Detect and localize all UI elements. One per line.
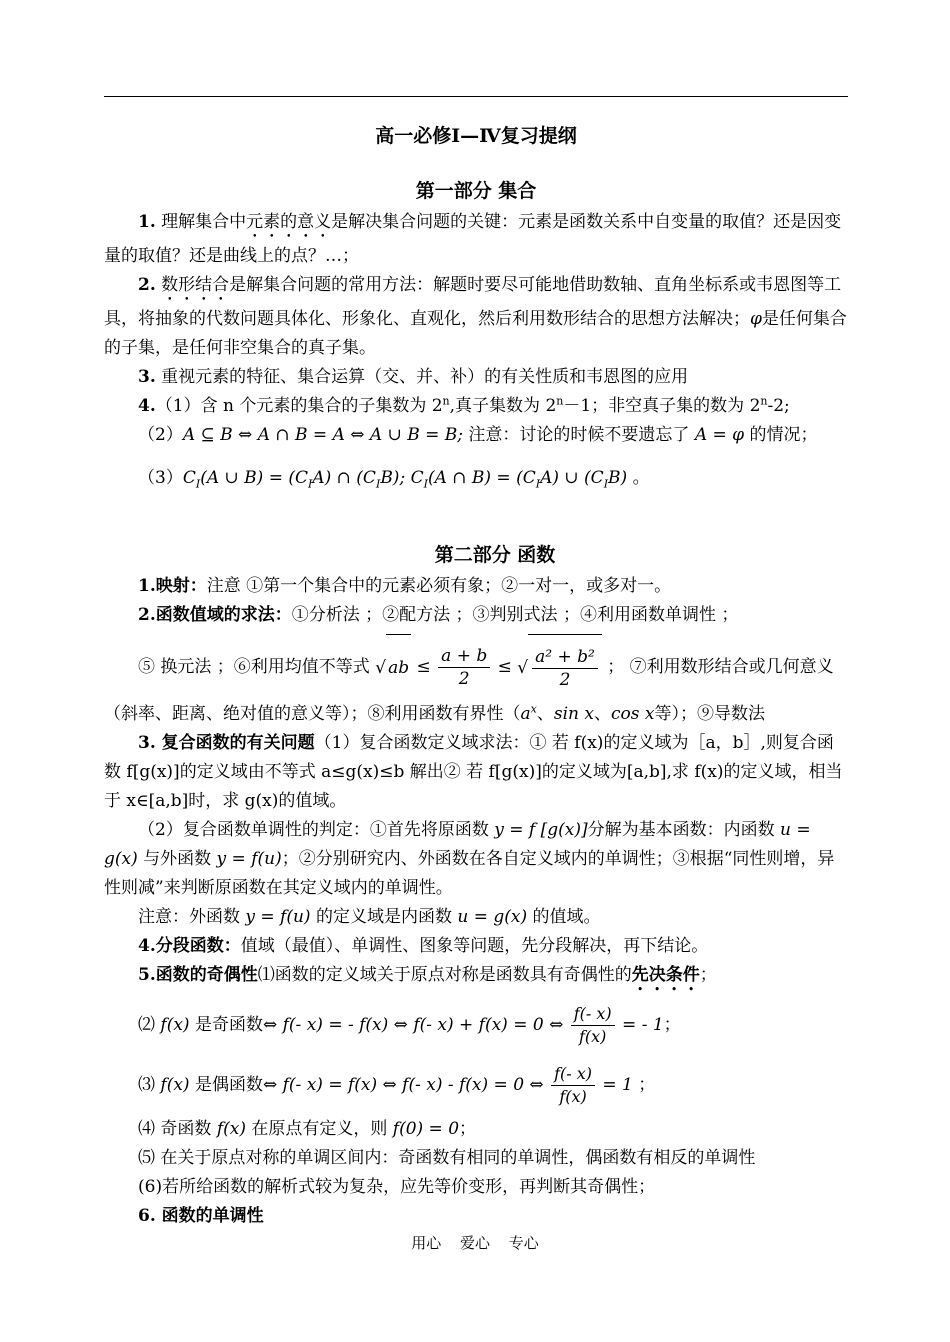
func-item-5-6: (6)若所给函数的解析式较为复杂，应先等价变形，再判断其奇偶性； bbox=[138, 1177, 656, 1197]
func-item-6: 6. 函数的单调性 bbox=[138, 1206, 264, 1226]
header-rule bbox=[104, 96, 848, 97]
func-item-5-odd: ⑵ f(x) 是奇函数⇔ f(- x) = - f(x) ⇔ f(- x) + f(x) = 0 ⇔ $\frac{f(- x)}{f(x)}$ = - 1； bbox=[138, 1004, 681, 1046]
section-heading-sets: 第一部分 集合 bbox=[415, 180, 537, 202]
section-heading-functions: 第二部分 函数 bbox=[434, 544, 556, 566]
func-item-3-note: 注意：外函数 y = f(u) 的定义域是内函数 u = g(x) 的值域。 bbox=[138, 907, 601, 927]
func-item-5: 5.函数的奇偶性⑴函数的定义域关于原点对称是函数具有奇偶性的先决条件； bbox=[138, 965, 717, 985]
func-item-2: 2.函数值域的求法：①分析法 ；②配方法 ；③判别式法 ；④利用函数单调性 ； bbox=[138, 605, 739, 625]
sets-item-4-3: $(3)C_I(A$ ∪ $B) = (C_IA)$ ∩ $(C_IB)$; $C_I(A$ ∩ $B) = (C_IA)$ ∪ $(C_IB)$ 。 bbox=[138, 468, 650, 491]
sets-item-1: 1. 理解集合中元素的意义是解决集合问题的关键：元素是函数关系中自变量的取值？还是因变量的取值？还是曲线上的点？…； bbox=[104, 212, 842, 266]
func-item-3-2: （2）复合函数单调性的判定：①首先将原函数 y = f [g(x)]分解为基本函数：内函数 u = g(x) 与外函数 y = f(u)；②分别研究内、外函数在各自定义域内的单调性；③根据“同性则增，异性则减”来判断原函数在其定义域内的单调性。 bbox=[104, 820, 835, 898]
sets-item-4-2: （2）A ⊆ B ⇔ A ∩ B = A ⇔ A ∪ B = B; 注意：讨论的时候不要遗忘了 A = φ 的情况； bbox=[138, 425, 818, 445]
sets-item-2: 2. 数形结合是解集合问题的常用方法：解题时要尽可能地借助数轴、直角坐标系或韦恩图等工具，将抽象的代数问题具体化、形象化、直观化，然后利用数形结合的思想方法解决；φ是任何集合的子集，是任何非空集合的真子集。 bbox=[104, 275, 847, 358]
sets-item-4: 4.（1）含 n 个元素的集合的子集数为 2$^n$,真子集数为 $2^n-1$；非空真子集的数为 2$^n$-2; bbox=[138, 394, 790, 416]
page-title: 高一必修Ⅰ—Ⅳ复习提纲 bbox=[375, 125, 577, 147]
sets-item-3: 3. 重视元素的特征、集合运算（交、并、补）的有关性质和韦恩图的应用 bbox=[138, 367, 689, 387]
func-item-5-4: ⑷ 奇函数 f(x) 在原点有定义，则 f(0) = 0； bbox=[138, 1119, 477, 1139]
sqrt-quadratic-mean: √ $\frac{\text{a² + b²}}{2}$ bbox=[517, 634, 602, 701]
sqrt-ab: √ ab bbox=[375, 634, 411, 701]
func-item-5-even: ⑶ f(x) 是偶函数⇔ f(- x) = f(x) ⇔ f(- x) - f(x) = 0 ⇔ $\frac{f(- x)}{f(x)}$ = 1 ； bbox=[138, 1064, 656, 1106]
func-item-2-cont2: （斜率、距离、绝对值的意义等）；⑧利用函数有界性（$a^x$、sin x、cos x等）；⑨导数法 bbox=[104, 702, 765, 724]
func-item-5-5: ⑸ 在关于原点对称的单调区间内：奇函数有相同的单调性，偶函数有相反的单调性 bbox=[138, 1148, 756, 1168]
document-body bbox=[104, 112, 848, 1231]
func-item-1: 1.映射：注意 ①第一个集合中的元素必须有象；②一对一，或多对一。 bbox=[138, 576, 672, 596]
fraction-mean: $\frac{a + b}{2}$ bbox=[438, 645, 490, 690]
page-footer: 用心 爱心 专心 bbox=[411, 1234, 539, 1252]
func-item-3: 3. 复合函数的有关问题（1）复合函数定义域求法：① 若 f(x)的定义域为［a，b］,则复合函数 f[g(x)]的定义域由不等式 a≤g(x)≤b 解出② 若 f[g(x)]的定义域为[a,b],求 f(x)的定义域，相当于 x∈[a,b]时，求 g(x)的值域。 bbox=[104, 733, 843, 811]
func-item-4: 4.分段函数：值域（最值）、单调性、图象等问题，先分段解决，再下结论。 bbox=[138, 936, 709, 956]
func-item-2-cont: ⑤ 换元法 ；⑥利用均值不等式 √ ab ≤ $\frac{a + b}{2}$ ≤ √ $\frac{\text{a² + b²}}{2}$ ； ⑦利用数形结合或几何意义 bbox=[104, 634, 848, 700]
